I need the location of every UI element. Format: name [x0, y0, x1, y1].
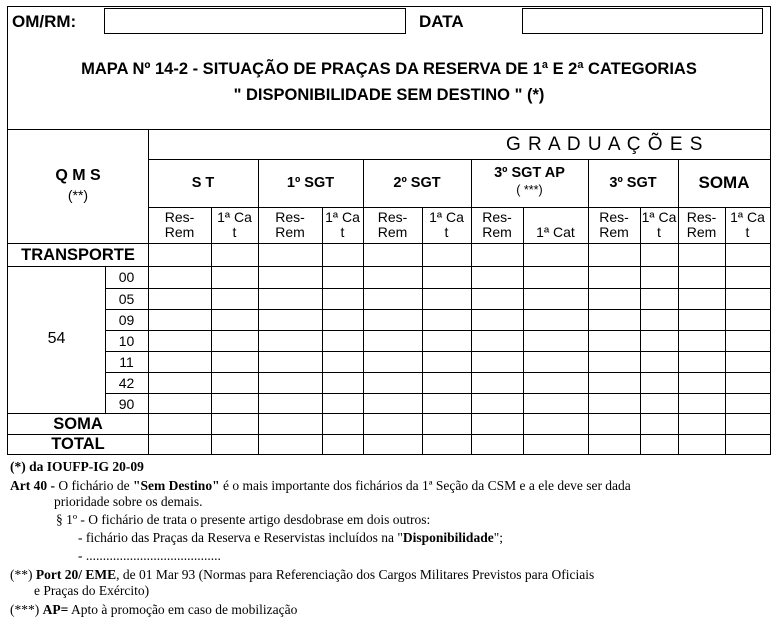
title-line2: " DISPONIBILIDADE SEM DESTINO " (*): [233, 86, 545, 104]
map-form: [7, 6, 771, 455]
note-art40-cont: prioridade sobre os demais.: [54, 494, 203, 509]
row-code: 09: [118, 312, 135, 328]
sub-cat: 1ª Ca t: [429, 209, 464, 240]
sub-resrem: Res- Rem: [599, 209, 629, 240]
row-code: 42: [118, 375, 135, 391]
om-label: OM/RM:: [12, 12, 77, 31]
data-label: DATA: [419, 12, 464, 31]
group-st: S T: [191, 175, 215, 191]
transporte-label: TRANSPORTE: [21, 246, 135, 264]
row-code: 11: [119, 354, 134, 370]
title-line1: MAPA Nº 14-2 - SITUAÇÃO DE PRAÇAS DA RESERVA DE 1ª E 2ª CATEGORIAS: [81, 60, 697, 78]
sub-resrem: Res- Rem: [377, 209, 408, 240]
total-label: TOTAL: [51, 435, 105, 453]
row-code: 00: [118, 269, 135, 285]
qms-label: Q M S: [55, 167, 101, 184]
soma-label: SOMA: [53, 415, 103, 433]
qms-code: 54: [47, 330, 66, 347]
note-art40: Art 40 - O fichário de "Sem Destino" é o mais importante dos fichários da 1ª Seção da CSM e a ele deve ser dada: [10, 478, 631, 493]
sub-cat: 1ª Ca t: [325, 209, 360, 240]
note-item1: - fichário das Praças da Reserva e Reservistas incluídos na "Disponibilidade";: [78, 530, 503, 545]
row-code: 90: [118, 396, 135, 412]
row-code: 05: [118, 291, 135, 307]
group-3sgt-ap: 3º SGT AP: [494, 165, 565, 181]
sub-cat: 1ª Ca t: [217, 209, 252, 240]
row-code: 10: [118, 333, 135, 349]
graduacoes-label: G R A D U A Ç Õ E S: [506, 134, 704, 155]
sub-cat: 1ª Ca t: [641, 209, 677, 240]
group-soma: SOMA: [698, 173, 750, 192]
sub-resrem: Res- Rem: [482, 209, 512, 240]
om-field[interactable]: [104, 8, 406, 34]
sub-resrem: Res- Rem: [686, 209, 717, 240]
note-paragraph: § 1º - O fichário de trata o presente artigo desdobrase em dois outros:: [56, 512, 431, 527]
sub-cat: 1ª Ca t: [730, 209, 765, 240]
group-3sgt: 3º SGT: [609, 175, 657, 191]
note-ap: (***) AP= Apto à promoção em caso de mobilização: [10, 602, 298, 617]
footnotes: [10, 459, 770, 618]
note-port: (**) Port 20/ EME, de 01 Mar 93 (Normas para Referenciação dos Cargos Militares Previstos para Oficiais: [10, 567, 595, 582]
note-port-cont: e Praças do Exército): [34, 583, 150, 598]
sub-resrem: Res- Rem: [164, 209, 195, 240]
qms-note: (**): [67, 187, 89, 203]
data-field[interactable]: [522, 8, 763, 34]
note-item2: - ........................................: [78, 548, 221, 563]
note-ioufp: (*) da IOUFP-IG 20-09: [10, 459, 144, 474]
group-2sgt: 2º SGT: [393, 175, 441, 191]
sub-cat: 1ª Cat: [536, 224, 575, 240]
group-3sgt-ap-note: ( ***): [516, 183, 543, 197]
group-1sgt: 1º SGT: [286, 175, 335, 191]
sub-resrem: Res- Rem: [275, 209, 305, 240]
